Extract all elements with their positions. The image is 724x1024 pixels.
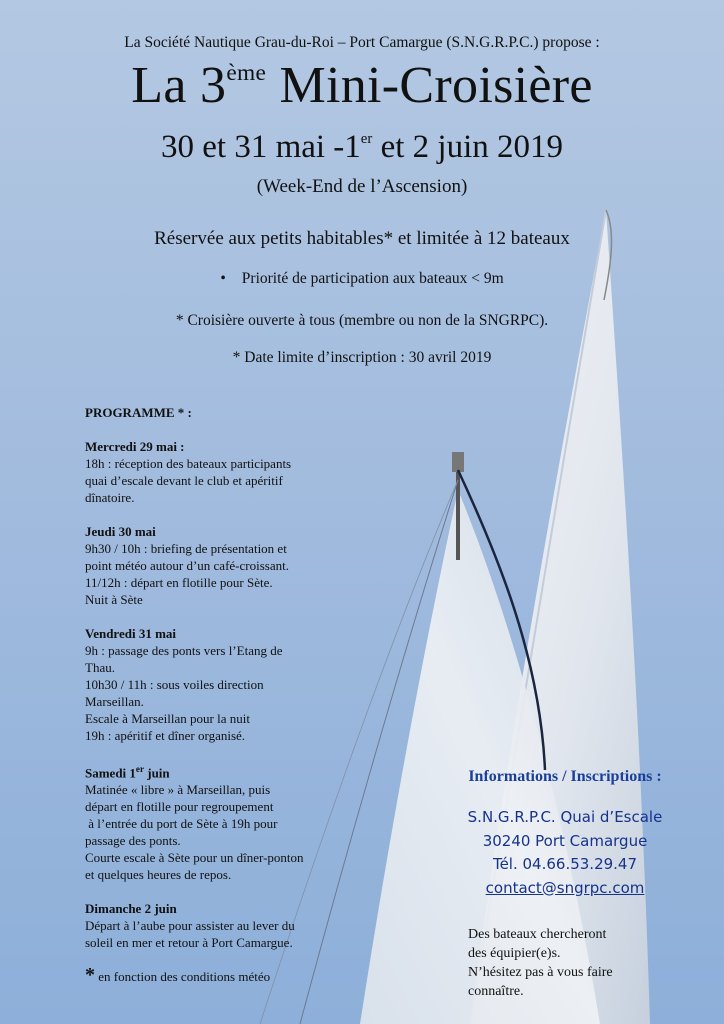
- program-line: 19h : apéritif et dîner organisé.: [85, 728, 246, 743]
- contact-block: [430, 768, 700, 900]
- contact-org: S.N.G.R.P.C. Quai d’Escale: [467, 808, 663, 826]
- contact-phone: Tél. 04.66.53.29.47: [492, 855, 638, 873]
- event-title: [0, 56, 724, 125]
- program-line: départ en flotille pour regroupement: [85, 799, 274, 815]
- contact-email-link[interactable]: contact@sngrpc.com: [485, 878, 645, 897]
- crew-line: des équipier(e)s.: [468, 946, 561, 961]
- intro-line: La Société Nautique Grau-du-Roi – Port Camargue (S.N.G.R.P.C.) propose :: [124, 34, 600, 51]
- program-line: Départ à l’aube pour assister au lever du: [85, 918, 295, 934]
- event-dates: [0, 127, 724, 173]
- program-line: Nuit à Sète: [85, 592, 143, 607]
- footnote-text: en fonction des conditions météo: [95, 969, 271, 985]
- program-heading: PROGRAMME * :: [85, 405, 192, 420]
- day-title: [85, 761, 375, 781]
- program-line: Matinée « libre » à Marseillan, puis: [85, 782, 271, 798]
- weekend-note: (Week-End de l’Ascension): [256, 176, 468, 197]
- open-note: * Croisière ouverte à tous (membre ou non de la SNGRPC).: [175, 312, 549, 329]
- contact-title: Informations / Inscriptions :: [468, 768, 662, 785]
- day-title-part: Samedi 1: [85, 765, 136, 781]
- day-title: Vendredi 31 mai: [85, 626, 177, 641]
- title-part: Mini-Croisière: [266, 57, 593, 114]
- contact-city: 30240 Port Camargue: [482, 831, 648, 850]
- day-title: Jeudi 30 mai: [85, 524, 156, 539]
- program-line: 11/12h : départ en flotille pour Sète.: [85, 575, 273, 590]
- program-line: 9h30 / 10h : briefing de présentation et: [85, 541, 287, 556]
- dates-part: 30 et 31 mai -1: [161, 129, 361, 165]
- title-part: La 3: [131, 57, 227, 114]
- dates-sup: er: [360, 130, 373, 147]
- title-sup: ème: [226, 59, 267, 86]
- day-title-sup: er: [135, 764, 144, 774]
- program-line: passage des ponts.: [85, 833, 181, 849]
- program-section: [85, 404, 375, 985]
- footnote-star: *: [85, 964, 95, 987]
- program-line: point météo autour d’un café-croissant.: [85, 558, 289, 573]
- day-title: Dimanche 2 juin: [85, 901, 177, 917]
- program-line: Courte escale à Sète pour un dîner-ponton: [85, 850, 304, 866]
- program-line: et quelques heures de repos.: [85, 867, 232, 883]
- priority-text: Priorité de participation aux bateaux < 9m: [241, 270, 504, 287]
- bullet-icon: •: [220, 270, 226, 287]
- contact-lines: [430, 806, 700, 900]
- program-line: 18h : réception des bateaux participants: [85, 456, 292, 471]
- program-line: Thau.: [85, 660, 115, 675]
- dates-part: et 2 juin 2019: [372, 129, 563, 165]
- day-title-part: juin: [144, 765, 170, 781]
- crew-line: Des bateaux chercheront: [468, 927, 607, 942]
- program-footnote: [85, 964, 375, 987]
- reserved-note: Réservée aux petits habitables* et limitée à 12 bateaux: [154, 228, 570, 249]
- crew-line: connaître.: [468, 984, 524, 999]
- program-line: Escale à Marseillan pour la nuit: [85, 711, 250, 726]
- crew-line: N’hésitez pas à vous faire: [468, 965, 613, 980]
- program-line: dînatoire.: [85, 490, 135, 505]
- program-line: quai d’escale devant le club et apéritif: [85, 473, 283, 488]
- program-line: à l’entrée du port de Sète à 19h pour: [85, 816, 278, 832]
- program-line: Marseillan.: [85, 694, 144, 709]
- crew-note: [468, 925, 698, 1001]
- program-line: 10h30 / 11h : sous voiles direction: [85, 677, 264, 692]
- day-title: Mercredi 29 mai :: [85, 439, 185, 454]
- program-line: soleil en mer et retour à Port Camargue.: [85, 935, 293, 951]
- program-line: 9h : passage des ponts vers l’Etang de: [85, 643, 283, 658]
- priority-bullet: [0, 270, 724, 288]
- deadline-note: * Date limite d’inscription : 30 avril 2019: [232, 349, 492, 366]
